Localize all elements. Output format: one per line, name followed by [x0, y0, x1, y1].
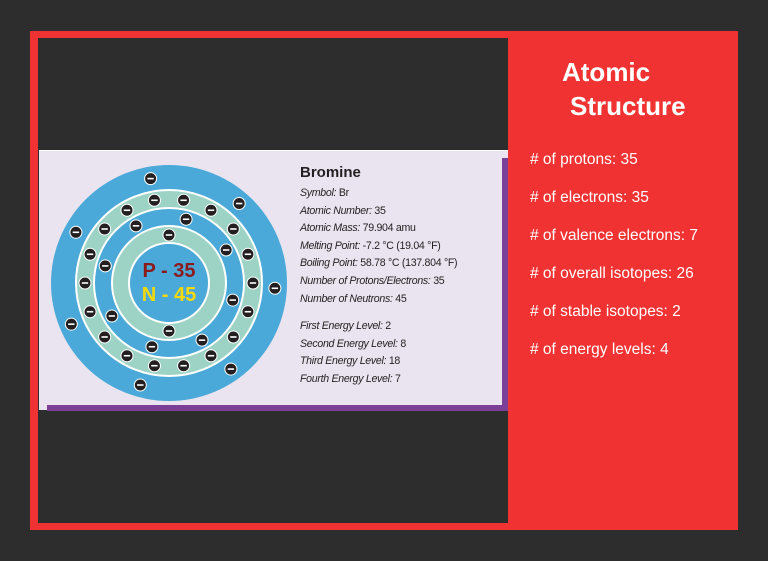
electron — [146, 341, 158, 353]
electron — [134, 379, 146, 391]
electron — [225, 363, 237, 375]
electron — [227, 223, 239, 235]
electron — [99, 223, 111, 235]
neutron-count: N - 45 — [141, 284, 197, 306]
card-bottom-accent — [47, 405, 508, 411]
electron — [242, 248, 254, 260]
electron — [233, 198, 245, 210]
fact-overall-isotopes: # of overall isotopes: 26 — [530, 265, 694, 282]
atomic-number-line: Atomic Number: 35 — [300, 204, 386, 217]
facts-list — [530, 150, 698, 378]
electron — [121, 204, 133, 216]
electron — [178, 194, 190, 206]
electron — [242, 306, 254, 318]
energy-level-2-line: Second Energy Level: 8 — [300, 337, 406, 350]
electron — [79, 277, 91, 289]
electron — [196, 334, 208, 346]
electron — [84, 306, 96, 318]
card-top-border — [39, 150, 508, 151]
nucleus — [129, 243, 209, 323]
electron — [145, 173, 157, 185]
neutrons-line: Number of Neutrons: 45 — [300, 292, 407, 305]
fact-valence-electrons: # of valence electrons: 7 — [530, 227, 699, 244]
electron — [269, 282, 281, 294]
protons-electrons-line: Number of Protons/Electrons: 35 — [300, 274, 445, 287]
energy-level-1-line: First Energy Level: 2 — [300, 320, 391, 333]
card-right-accent — [502, 158, 508, 411]
electron — [163, 229, 175, 241]
atomic-mass-line: Atomic Mass: 79.904 amu — [300, 222, 416, 235]
electron — [148, 194, 160, 206]
electron — [247, 277, 259, 289]
electron — [227, 294, 239, 306]
electron — [84, 248, 96, 260]
proton-count: P - 35 — [142, 260, 196, 282]
melting-point-line: Melting Point: -7.2 °C (19.04 °F) — [300, 239, 441, 252]
symbol-line: Symbol: Br — [300, 187, 349, 199]
electron — [180, 213, 192, 225]
electron — [205, 350, 217, 362]
electron — [220, 244, 232, 256]
electron — [99, 331, 111, 343]
slide-title — [562, 55, 686, 123]
electron — [205, 204, 217, 216]
fact-stable-isotopes: # of stable isotopes: 2 — [530, 303, 681, 320]
element-info — [300, 164, 500, 389]
electron — [130, 220, 142, 232]
electron — [163, 325, 175, 337]
electron — [65, 318, 77, 330]
bohr-model-diagram — [49, 163, 289, 403]
electron — [178, 360, 190, 372]
electron — [99, 260, 111, 272]
electron — [121, 350, 133, 362]
fact-protons: # of protons: 35 — [530, 151, 638, 168]
energy-level-3-line: Third Energy Level: 18 — [300, 355, 401, 368]
electron — [70, 226, 82, 238]
energy-level-4-line: Fourth Energy Level: 7 — [300, 372, 401, 385]
electron — [227, 331, 239, 343]
fact-electrons: # of electrons: 35 — [530, 189, 649, 206]
title-line-1: Atomic — [562, 57, 651, 87]
fact-energy-levels: # of energy levels: 4 — [530, 341, 669, 358]
element-name: Bromine — [300, 164, 361, 181]
electron — [148, 360, 160, 372]
electron — [106, 310, 118, 322]
boiling-point-line: Boiling Point: 58.78 °C (137.804 °F) — [300, 257, 458, 270]
title-line-2: Structure — [570, 91, 686, 121]
